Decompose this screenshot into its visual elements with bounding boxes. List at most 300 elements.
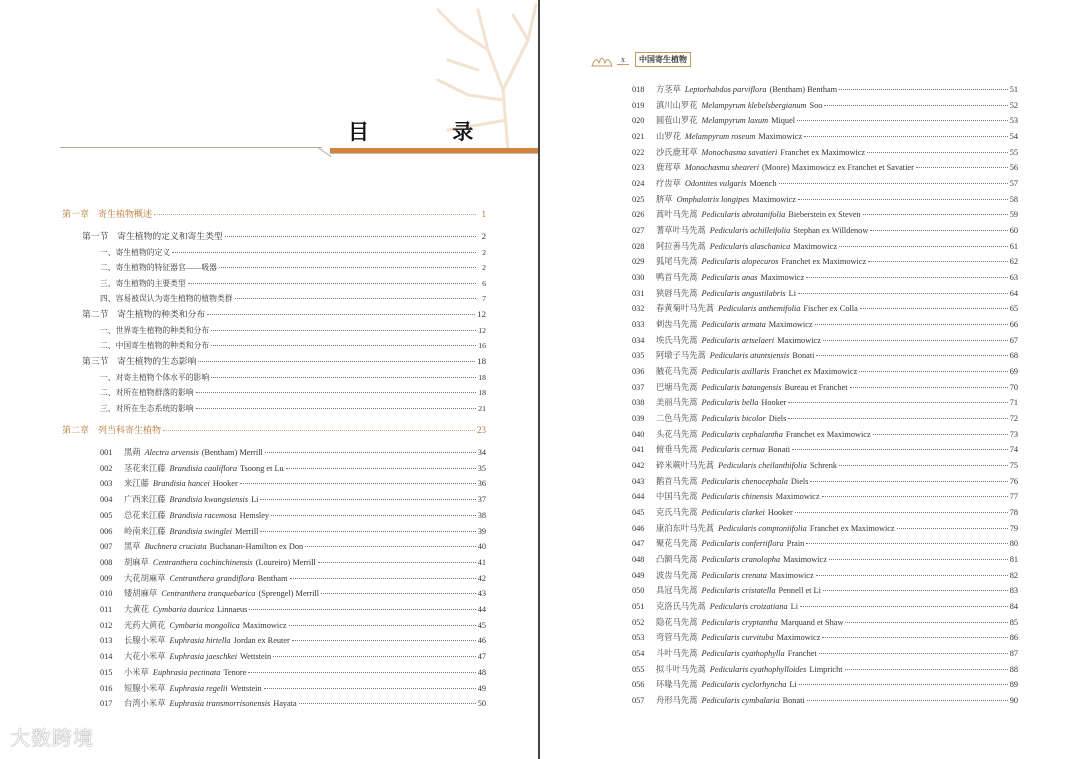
right-page — [541, 0, 1080, 759]
scientific-name: Cymbaria daurica — [152, 605, 214, 614]
chinese-name: 鹅首马先蒿 — [656, 476, 698, 486]
entry-page-number: 73 — [1009, 429, 1018, 439]
chinese-name: 方茎草 — [656, 85, 681, 94]
toc-page-number: 23 — [477, 425, 486, 435]
species-entry — [632, 256, 1018, 267]
toc-page-number: 2 — [482, 263, 486, 272]
chinese-name: 岭南来江藤 — [124, 526, 166, 536]
scientific-name: Pedicularis cyathophylla — [701, 649, 785, 659]
dot-leader — [260, 531, 475, 532]
entry-page-number: 85 — [1009, 617, 1018, 627]
species-entry — [632, 178, 1018, 189]
chinese-name: 大花胡麻草 — [124, 573, 166, 583]
dot-leader — [916, 167, 1008, 168]
author: Jordan ex Reuter — [233, 636, 290, 646]
scientific-name: Brandisia racemosa — [169, 510, 237, 520]
entry-page-number: 87 — [1009, 649, 1018, 659]
author: Maximowicz — [775, 492, 820, 502]
author: Maximowicz — [242, 620, 287, 630]
scientific-name: Pedicularis batangensis — [701, 382, 782, 392]
scientific-name: Monochasma sheareri — [684, 163, 760, 173]
author: Tsoong et Lu — [240, 463, 284, 473]
scientific-name: Pedicularis confertiflora — [701, 539, 784, 549]
entry-page-number: 44 — [477, 605, 486, 614]
author: (Bentham) Bentham — [769, 85, 838, 94]
author: Maximowicz — [760, 273, 805, 283]
book-title: 中国寄生植物 — [635, 52, 691, 67]
species-entry — [100, 573, 486, 584]
dot-leader — [211, 330, 476, 331]
scientific-name: Pedicularis alopecuros — [701, 257, 779, 267]
dot-leader — [273, 656, 476, 657]
entry-page-number: 83 — [1009, 586, 1018, 596]
dot-leader — [788, 402, 1007, 403]
entry-page-number: 48 — [477, 667, 486, 677]
scientific-name: Melampyrum roseum — [684, 132, 756, 141]
entry-page-number: 56 — [1009, 163, 1018, 173]
species-entry — [632, 413, 1018, 424]
entry-number: 016 — [100, 683, 113, 693]
scientific-name: Euphrasia jaeschkei — [169, 652, 238, 662]
dot-leader — [868, 261, 1008, 262]
scientific-name: Brandisia hancei — [152, 479, 210, 489]
dot-leader — [823, 590, 1008, 591]
scientific-name: Melampyrum klebelsbergianum — [701, 100, 807, 110]
scientific-name: Pedicularis angustilabris — [701, 288, 786, 298]
entry-page-number: 71 — [1009, 398, 1018, 408]
species-entry — [100, 604, 486, 615]
entry-page-number: 88 — [1009, 664, 1018, 674]
entry-number: 039 — [632, 414, 645, 424]
entry-page-number: 89 — [1009, 680, 1018, 690]
dot-leader — [265, 452, 476, 453]
species-entry — [100, 510, 486, 521]
species-entry — [632, 476, 1018, 487]
chinese-name: 阿墩子马先蒿 — [656, 351, 706, 361]
entry-page-number: 67 — [1009, 335, 1018, 345]
chinese-name: 埃氏马先蒿 — [656, 335, 698, 345]
entry-number: 049 — [632, 570, 645, 580]
entry-page-number: 81 — [1009, 555, 1018, 565]
chinese-name: 来江藤 — [124, 479, 149, 489]
chinese-name: 疗齿草 — [656, 179, 681, 189]
chinese-name: 鹿茸草 — [656, 163, 681, 173]
dot-leader — [799, 684, 1008, 685]
species-entry — [100, 541, 486, 552]
dot-leader — [839, 89, 1008, 90]
chinese-name: 中国马先蒿 — [656, 492, 698, 502]
toc-label: 二、对所在植物群落的影响 — [100, 388, 194, 397]
entry-number: 012 — [100, 620, 113, 630]
author: Prain — [786, 539, 805, 549]
entry-number: 041 — [632, 445, 645, 455]
dot-leader — [870, 230, 1007, 231]
toc-row — [100, 325, 486, 336]
scientific-name: Pedicularis cristatella — [701, 586, 776, 596]
toc-page-number: 7 — [482, 294, 486, 303]
toc-page-number: 1 — [481, 209, 486, 219]
species-entry — [632, 115, 1018, 126]
author: Hooker — [212, 479, 238, 489]
author: Franchet ex Maximowicz — [781, 257, 867, 267]
entry-page-number: 43 — [477, 589, 486, 599]
species-entry — [632, 397, 1018, 408]
entry-page-number: 70 — [1009, 382, 1018, 392]
species-entry — [632, 491, 1018, 502]
entry-number: 050 — [632, 586, 645, 596]
author: Maximowicz — [777, 335, 821, 345]
chinese-name: 沙氏鹿茸草 — [656, 147, 698, 157]
dot-leader — [207, 314, 475, 315]
toc-label: 第二节 寄生植物的种类和分布 — [82, 309, 206, 319]
chinese-name: 聚花马先蒿 — [656, 539, 698, 549]
species-entry — [632, 585, 1018, 596]
dot-leader — [850, 387, 1008, 388]
entry-number: 035 — [632, 351, 645, 361]
entry-number: 010 — [100, 589, 113, 599]
chinese-name: 俯垂马先蒿 — [656, 445, 698, 455]
entry-number: 042 — [632, 461, 645, 471]
author: Franchet ex Maximowicz — [809, 523, 895, 533]
chinese-name: 总花来江藤 — [124, 510, 166, 520]
chinese-name: 山罗花 — [656, 132, 681, 141]
dot-leader — [804, 136, 1008, 137]
author: (Loureiro) Merrill — [255, 557, 316, 567]
dot-leader — [249, 609, 475, 610]
entry-number: 007 — [100, 542, 113, 552]
species-entry — [632, 241, 1018, 252]
entry-number: 043 — [632, 476, 645, 486]
entry-number: 053 — [632, 633, 645, 643]
chinese-name: 舟形马先蒿 — [656, 696, 698, 706]
entry-page-number: 45 — [477, 620, 486, 630]
scientific-name: Pedicularis cernua — [701, 445, 765, 455]
entry-page-number: 80 — [1009, 539, 1018, 549]
entry-number: 014 — [100, 652, 113, 662]
entry-number: 023 — [632, 163, 645, 173]
entry-number: 005 — [100, 510, 113, 520]
chinese-name: 台湾小米草 — [124, 699, 166, 709]
toc-page-number: 16 — [478, 341, 486, 350]
chinese-name: 矮胡麻草 — [124, 589, 158, 599]
dot-leader — [845, 622, 1007, 623]
author: Maximowicz — [776, 633, 821, 643]
author: Maximowicz — [783, 555, 827, 565]
scientific-name: Pedicularis atuntsiensis — [709, 351, 790, 361]
entry-page-number: 40 — [477, 542, 486, 552]
dot-leader — [807, 700, 1008, 701]
scientific-name: Pedicularis crenata — [701, 570, 767, 580]
author: Franchet — [787, 649, 817, 659]
dot-leader — [795, 512, 1008, 513]
toc-label: 一、世界寄生植物的种类和分布 — [100, 326, 210, 335]
entry-page-number: 68 — [1009, 351, 1018, 361]
scientific-name: Pedicularis abrotanifolia — [701, 210, 786, 220]
page-title: 目 录 — [348, 120, 512, 144]
author: Diels — [768, 414, 787, 424]
entry-number: 011 — [100, 605, 113, 614]
scientific-name: Leptorhabdos parviflora — [684, 85, 767, 94]
chinese-name: 狭唇马先蒿 — [656, 288, 698, 298]
author: Hemsley — [239, 510, 270, 520]
entry-page-number: 75 — [1009, 461, 1018, 471]
species-entry — [632, 648, 1018, 659]
scientific-name: Omphalotrix longipes — [676, 194, 750, 204]
species-entry — [632, 209, 1018, 220]
species-entry — [632, 570, 1018, 581]
author: Li — [788, 288, 796, 298]
entry-number: 040 — [632, 429, 645, 439]
dot-leader — [305, 546, 476, 547]
entry-page-number: 77 — [1009, 492, 1018, 502]
entry-page-number: 39 — [477, 526, 486, 536]
chinese-name: 茎花来江藤 — [124, 463, 166, 473]
entry-number: 044 — [632, 492, 645, 502]
species-entry — [632, 695, 1018, 706]
author: Moench — [749, 179, 777, 189]
author: Bentham — [257, 573, 288, 583]
dot-leader — [271, 515, 476, 516]
watermark: 大数跨境 — [10, 726, 94, 750]
entry-page-number: 86 — [1009, 633, 1018, 643]
scientific-name: Pedicularis comptoniifolia — [718, 523, 807, 533]
dot-leader — [815, 324, 1008, 325]
entry-number: 022 — [632, 147, 645, 157]
entry-number: 045 — [632, 508, 645, 518]
entry-number: 008 — [100, 557, 113, 567]
dot-leader — [816, 575, 1008, 576]
toc-page-number: 18 — [478, 388, 486, 397]
chinese-name: 蓍草叶马先蒿 — [656, 226, 706, 236]
scientific-name: Euphrasia hirtella — [169, 636, 231, 646]
dot-leader — [163, 430, 475, 431]
scientific-name: Pedicularis achilleifolia — [709, 226, 791, 236]
entry-number: 054 — [632, 649, 645, 659]
author: Limpricht — [809, 664, 843, 674]
toc-page-number: 6 — [482, 279, 486, 288]
author: Maximowicz — [793, 241, 837, 251]
entry-page-number: 53 — [1009, 116, 1018, 126]
scientific-name: Odontites vulgaris — [684, 179, 747, 189]
toc-row — [100, 278, 486, 289]
toc-row — [100, 372, 486, 383]
toc-row — [62, 425, 486, 436]
dot-leader — [289, 625, 476, 626]
entry-page-number: 72 — [1009, 414, 1018, 424]
dot-leader — [172, 252, 476, 253]
entry-number: 019 — [632, 100, 645, 110]
entry-number: 052 — [632, 617, 645, 627]
entry-number: 020 — [632, 116, 645, 126]
title-rule — [60, 147, 322, 148]
entry-page-number: 61 — [1009, 241, 1018, 251]
scientific-name: Pedicularis cymbalaria — [701, 696, 780, 706]
scientific-name: Pedicularis axillaris — [701, 367, 770, 377]
toc-page-number: 21 — [478, 404, 486, 413]
toc-row — [100, 340, 486, 351]
author: (Sprengel) Merrill — [258, 589, 320, 599]
species-entry — [100, 667, 486, 678]
dot-leader — [198, 361, 475, 362]
entry-number: 006 — [100, 526, 113, 536]
chinese-name: 美丽马先蒿 — [656, 398, 698, 408]
chinese-name: 阿拉善马先蒿 — [656, 241, 706, 251]
entry-number: 047 — [632, 539, 645, 549]
page-divider — [538, 0, 540, 759]
dot-leader — [863, 214, 1008, 215]
dot-leader — [824, 105, 1007, 106]
scientific-name: Euphrasia transmorrisonensis — [169, 699, 271, 709]
dot-leader — [792, 449, 1008, 450]
author: Bureau et Franchet — [784, 382, 848, 392]
entry-page-number: 78 — [1009, 508, 1018, 518]
author: Stephan ex Willdenow — [793, 226, 869, 236]
entry-page-number: 84 — [1009, 602, 1018, 612]
author: Franchet ex Maximowicz — [772, 367, 858, 377]
scientific-name: Pedicularis chenocephala — [701, 476, 788, 486]
toc-label: 第三节 寄生植物的生态影响 — [82, 356, 197, 366]
scientific-name: Pedicularis cranolopha — [701, 555, 781, 565]
entry-number: 036 — [632, 367, 645, 377]
toc-page-number: 18 — [478, 373, 486, 382]
dot-leader — [219, 267, 476, 268]
toc-label: 第一章 寄生植物概述 — [62, 209, 153, 219]
chinese-name: 头花马先蒿 — [656, 429, 698, 439]
species-entry — [632, 162, 1018, 173]
entry-number: 031 — [632, 288, 645, 298]
dot-leader — [839, 246, 1008, 247]
scientific-name: Pedicularis curvituba — [701, 633, 774, 643]
species-entry — [632, 632, 1018, 643]
species-entry — [100, 478, 486, 489]
entry-page-number: 52 — [1009, 100, 1018, 110]
scientific-name: Pedicularis anthemifolia — [718, 304, 801, 314]
chinese-name: 黑蒴 — [124, 448, 141, 457]
dot-leader — [235, 298, 476, 299]
toc-label: 三、对所在生态系统的影响 — [100, 404, 194, 413]
toc-page-number: 18 — [477, 356, 486, 366]
entry-page-number: 82 — [1009, 570, 1018, 580]
scientific-name: Melampyrum laxum — [701, 116, 769, 126]
chinese-name: 康泊东叶马先蒿 — [656, 523, 715, 533]
species-entry — [632, 131, 1018, 142]
entry-number: 029 — [632, 257, 645, 267]
species-entry — [632, 194, 1018, 205]
dot-leader — [800, 606, 1008, 607]
entry-number: 055 — [632, 664, 645, 674]
dot-leader — [240, 483, 476, 484]
chinese-name: 克洛氏马先蒿 — [656, 602, 706, 612]
scientific-name: Euphrasia regelii — [169, 683, 228, 693]
toc-label: 二、中国寄生植物的种类和分布 — [100, 341, 210, 350]
scientific-name: Brandisia swinglei — [169, 526, 232, 536]
toc-row — [100, 293, 486, 304]
author: Tenore — [223, 667, 247, 677]
chinese-name: 克氏马先蒿 — [656, 508, 698, 518]
dot-leader — [859, 371, 1007, 372]
author: Li — [251, 495, 259, 505]
chinese-name: 小米草 — [124, 667, 149, 677]
species-entry — [632, 429, 1018, 440]
dot-leader — [839, 465, 1008, 466]
scientific-name: Brandisia cauliflora — [169, 463, 238, 473]
scientific-name: Pedicularis cheilanthifolia — [718, 461, 807, 471]
species-entry — [100, 683, 486, 694]
author: Maximowicz — [769, 570, 814, 580]
entry-page-number: 60 — [1009, 226, 1018, 236]
entry-number: 001 — [100, 448, 113, 457]
entry-page-number: 55 — [1009, 147, 1018, 157]
dot-leader — [798, 293, 1008, 294]
author: (Moore) Maximowicz ex Franchet et Savatier — [762, 163, 914, 173]
entry-page-number: 46 — [477, 636, 486, 646]
dot-leader — [823, 340, 1008, 341]
chinese-name: 凸额马先蒿 — [656, 555, 698, 565]
entry-number: 015 — [100, 667, 113, 677]
toc-page-number: 2 — [481, 231, 486, 241]
chinese-name: 长腺小米草 — [124, 636, 166, 646]
dot-leader — [829, 559, 1008, 560]
author: Li — [790, 602, 798, 612]
entry-page-number: 34 — [477, 448, 486, 457]
entry-number: 002 — [100, 463, 113, 473]
author: Pennell et Li — [778, 586, 821, 596]
species-entry — [632, 617, 1018, 628]
author: Bonati — [792, 351, 815, 361]
dot-leader — [211, 345, 476, 346]
author: Miquel — [771, 116, 796, 126]
dot-leader — [860, 308, 1008, 309]
species-entry — [100, 588, 486, 599]
author: (Bentham) Merrill — [201, 448, 263, 457]
entry-number: 018 — [632, 85, 645, 94]
chinese-name: 黑草 — [124, 542, 141, 552]
dot-leader — [897, 528, 1008, 529]
dot-leader — [286, 468, 476, 469]
entry-page-number: 41 — [477, 557, 486, 567]
entry-number: 032 — [632, 304, 645, 314]
scientific-name: Pedicularis cyclorhyncha — [701, 680, 787, 690]
title-rule-accent — [330, 148, 538, 154]
dot-leader — [318, 562, 476, 563]
author: Franchet ex Maximowicz — [780, 147, 866, 157]
entry-number: 046 — [632, 523, 645, 533]
scientific-name: Brandisia kwangsiensis — [169, 495, 249, 505]
entry-number: 057 — [632, 696, 645, 706]
chinese-name: 脐草 — [656, 194, 673, 204]
author: Bonati — [767, 445, 790, 455]
scientific-name: Pedicularis anas — [701, 273, 758, 283]
dot-leader — [292, 640, 476, 641]
scientific-name: Euphrasia pectinata — [152, 667, 221, 677]
chinese-name: 光药大黄花 — [124, 620, 166, 630]
dot-leader — [299, 703, 476, 704]
dot-leader — [248, 672, 475, 673]
author: Diels — [790, 476, 809, 486]
toc-row — [82, 309, 486, 320]
entry-page-number: 47 — [477, 652, 486, 662]
toc-row — [82, 231, 486, 242]
dot-leader — [196, 392, 476, 393]
species-entry — [632, 225, 1018, 236]
scientific-name: Pedicularis cephalantha — [701, 429, 783, 439]
scientific-name: Pedicularis clarkei — [701, 508, 765, 518]
entry-number: 028 — [632, 241, 645, 251]
author: Franchet ex Maximowicz — [785, 429, 871, 439]
entry-page-number: 74 — [1009, 445, 1018, 455]
entry-page-number: 54 — [1009, 132, 1018, 141]
scientific-name: Alectra arvensis — [144, 448, 199, 457]
